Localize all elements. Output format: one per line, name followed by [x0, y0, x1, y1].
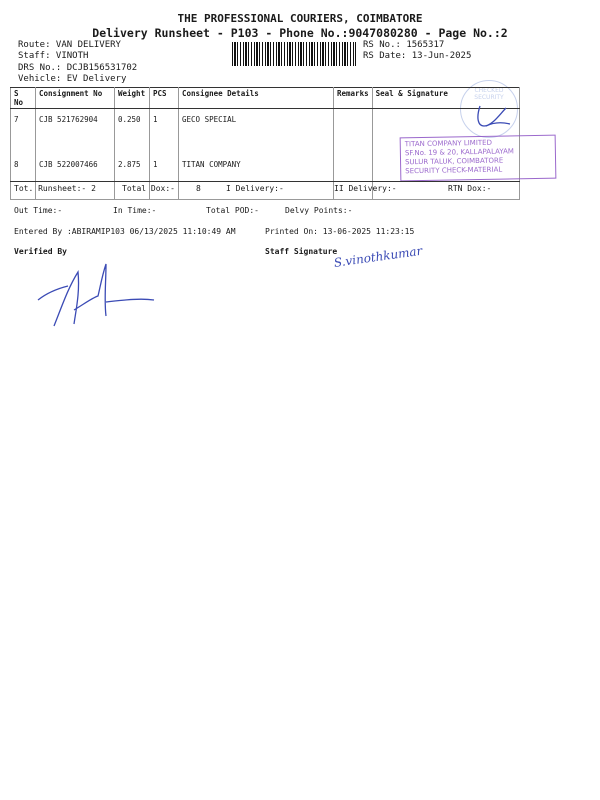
staff-handwritten-signature: S.vinothkumar	[333, 243, 424, 270]
i-delivery: I Delivery:-	[226, 184, 284, 193]
delvy-points: Delvy Points:-	[285, 206, 353, 215]
rtn-dox: RTN Dox:-	[448, 184, 492, 193]
document-title: THE PROFESSIONAL COURIERS, COIMBATORE	[177, 12, 423, 25]
cell-weight: 2.875	[115, 154, 150, 200]
header-sno: S No	[11, 88, 36, 109]
verifier-signature-icon	[34, 258, 158, 330]
cell-weight: 0.250	[115, 109, 150, 155]
total-dox-label: Total Dox:-	[122, 184, 175, 193]
barcode	[232, 42, 356, 66]
cell-remarks	[334, 109, 373, 155]
cell-sno: 8	[11, 154, 36, 200]
staff-label: Staff: VINOTH	[18, 51, 89, 61]
staff-signature-label: Staff Signature	[265, 247, 338, 256]
cell-pcs: 1	[150, 154, 179, 200]
divider	[10, 181, 520, 182]
total-dox-value: 8	[196, 184, 201, 193]
total-runsheet: Tot. Runsheet:- 2	[14, 184, 96, 193]
vehicle-label: Vehicle: EV Delivery	[18, 74, 127, 84]
header-remarks: Remarks	[334, 88, 373, 109]
header-seal: Seal & Signature	[372, 88, 519, 109]
ii-delivery: II Delivery:-	[334, 184, 397, 193]
document-subtitle: Delivery Runsheet - P103 - Phone No.:9047080280 - Page No.:2	[92, 26, 508, 40]
verified-by-label: Verified By	[14, 247, 67, 256]
in-time: In Time:-	[113, 206, 157, 215]
header-consignment: Consignment No	[36, 88, 115, 109]
cell-pcs: 1	[150, 109, 179, 155]
header-weight: Weight	[115, 88, 150, 109]
rs-date: RS Date: 13-Jun-2025	[363, 51, 472, 61]
total-pod: Total POD:-	[206, 206, 259, 215]
cell-consignee: GECO SPECIAL	[179, 109, 334, 155]
cell-consignment: CJB 521762904	[36, 109, 115, 155]
entered-by: Entered By :ABIRAMIP103 06/13/2025 11:10:49 AM	[14, 227, 236, 236]
route-label: Route: VAN DELIVERY	[18, 40, 121, 50]
company-seal-stamp: TITAN COMPANY LIMITED SF.No. 19 & 20, KALLAPALAYAM SULUR TALUK, COIMBATORE SECURITY CHECK-MATERIAL	[400, 135, 557, 182]
header-pcs: PCS	[150, 88, 179, 109]
cell-consignee: TITAN COMPANY	[179, 154, 334, 200]
table-header-row	[11, 88, 520, 109]
round-stamp: CHECKED SECURITY	[460, 80, 518, 138]
rs-number: RS No.: 1565317	[363, 40, 445, 50]
cell-sno: 7	[11, 109, 36, 155]
printed-on: Printed On: 13-06-2025 11:23:15	[265, 227, 415, 236]
drs-number: DRS No.: DCJB156531702	[18, 63, 138, 73]
cell-consignment: CJB 522007466	[36, 154, 115, 200]
receiver-signature-icon	[466, 100, 516, 134]
out-time: Out Time:-	[14, 206, 63, 215]
header-consignee: Consignee Details	[179, 88, 334, 109]
